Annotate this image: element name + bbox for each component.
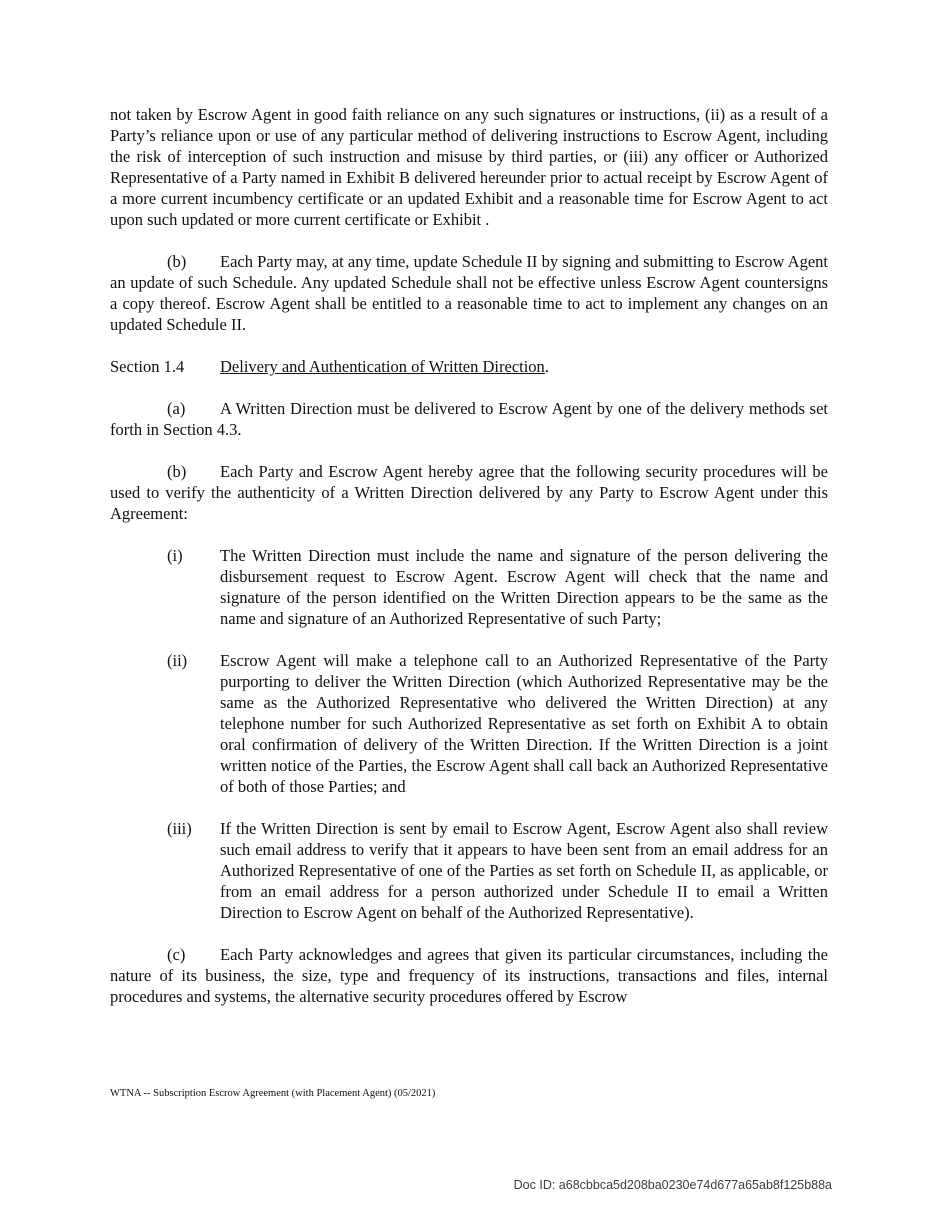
paragraph-b-schedule <box>110 251 828 335</box>
paragraph-text: A Written Direction must be delivered to Escrow Agent by one of the delivery methods set forth in Section 4.3. <box>110 399 828 439</box>
list-item-label: (ii) <box>167 651 188 670</box>
list-item-label: (i) <box>167 546 183 565</box>
paragraph-continuation: not taken by Escrow Agent in good faith reliance on any such signatures or instructions, (ii) as a result of a Party’s reliance upon or use of any particular method of delivering instructions to Escrow Agent, including the risk of interception of such instruction and misuse by third parties, or (iii) any officer or Authorized Representative of a Party named in Exhibit B delivered hereunder prior to actual receipt by Escrow Agent of a more current incumbency certificate or an updated Exhibit and a reasonable time for Escrow Agent to act upon such updated or more current certificate or Exhibit . <box>110 105 828 229</box>
list-item-text: Escrow Agent will make a telephone call to an Authorized Representative of the Party purporting to deliver the Written Direction (which Authorized Representative may be the same as the Authorized Representative who delivered the Written Direction) at any telephone number for such Authorized Representative as set forth on Exhibit A to obtain oral confirmation of delivery of the Written Direction. If the Written Direction is a joint written notice of the Parties, the Escrow Agent shall call back an Authorized Representative of both of those Parties; and <box>220 651 828 796</box>
paragraph-b-security <box>110 461 828 524</box>
paragraph-label: (b) <box>167 252 187 271</box>
paragraph-c-acknowledge <box>110 944 828 1007</box>
paragraph-label: (b) <box>167 462 187 481</box>
document-footer: WTNA -- Subscription Escrow Agreement (with Placement Agent) (05/2021) <box>110 1088 436 1099</box>
section-heading <box>110 356 828 377</box>
section-number: Section 1.4 <box>110 357 185 376</box>
list-item-i <box>167 545 828 629</box>
paragraph-label: (a) <box>167 399 186 418</box>
paragraph-text: Each Party may, at any time, update Schedule II by signing and submitting to Escrow Agent an update of such Schedule. Any updated Schedule shall not be effective unless Escrow Agent countersigns a copy thereof. Escrow Agent shall be entitled to a reasonable time to act to implement any changes on an updated Schedule II. <box>110 252 828 334</box>
document-body <box>110 104 828 1028</box>
list-item-text: If the Written Direction is sent by email to Escrow Agent, Escrow Agent also shall review such email address to verify that it appears to have been sent from an email address for an Authorized Representative of one of the Parties as set forth on Schedule II, as applicable, or from an email address for a person authorized under Schedule II to email a Written Direction to Escrow Agent on behalf of the Authorized Representative). <box>220 819 828 922</box>
section-title-suffix: . <box>544 357 549 376</box>
list-item-ii <box>167 650 828 797</box>
paragraph-text: Each Party and Escrow Agent hereby agree that the following security procedures will be used to verify the authenticity of a Written Direction delivered by any Party to Escrow Agent under this Agreement: <box>110 462 828 523</box>
doc-id-stamp: Doc ID: a68cbbca5d208ba0230e74d677a65ab8f125b88a <box>513 1178 832 1192</box>
list-item-iii <box>167 818 828 923</box>
list-item-label: (iii) <box>167 819 192 838</box>
paragraph-label: (c) <box>167 945 186 964</box>
paragraph-text: Each Party acknowledges and agrees that given its particular circumstances, including the nature of its business, the size, type and frequency of its instructions, transactions and files, internal procedures and systems, the alternative security procedures offered by Escrow <box>110 945 828 1006</box>
paragraph-a-delivery <box>110 398 828 440</box>
list-item-text: The Written Direction must include the name and signature of the person delivering the disbursement request to Escrow Agent. Escrow Agent will check that the name and signature of the person identified on the Written Direction appears to be the same as the name and signature of an Authorized Representative of such Party; <box>220 546 828 628</box>
section-title: Delivery and Authentication of Written Direction <box>220 357 545 376</box>
